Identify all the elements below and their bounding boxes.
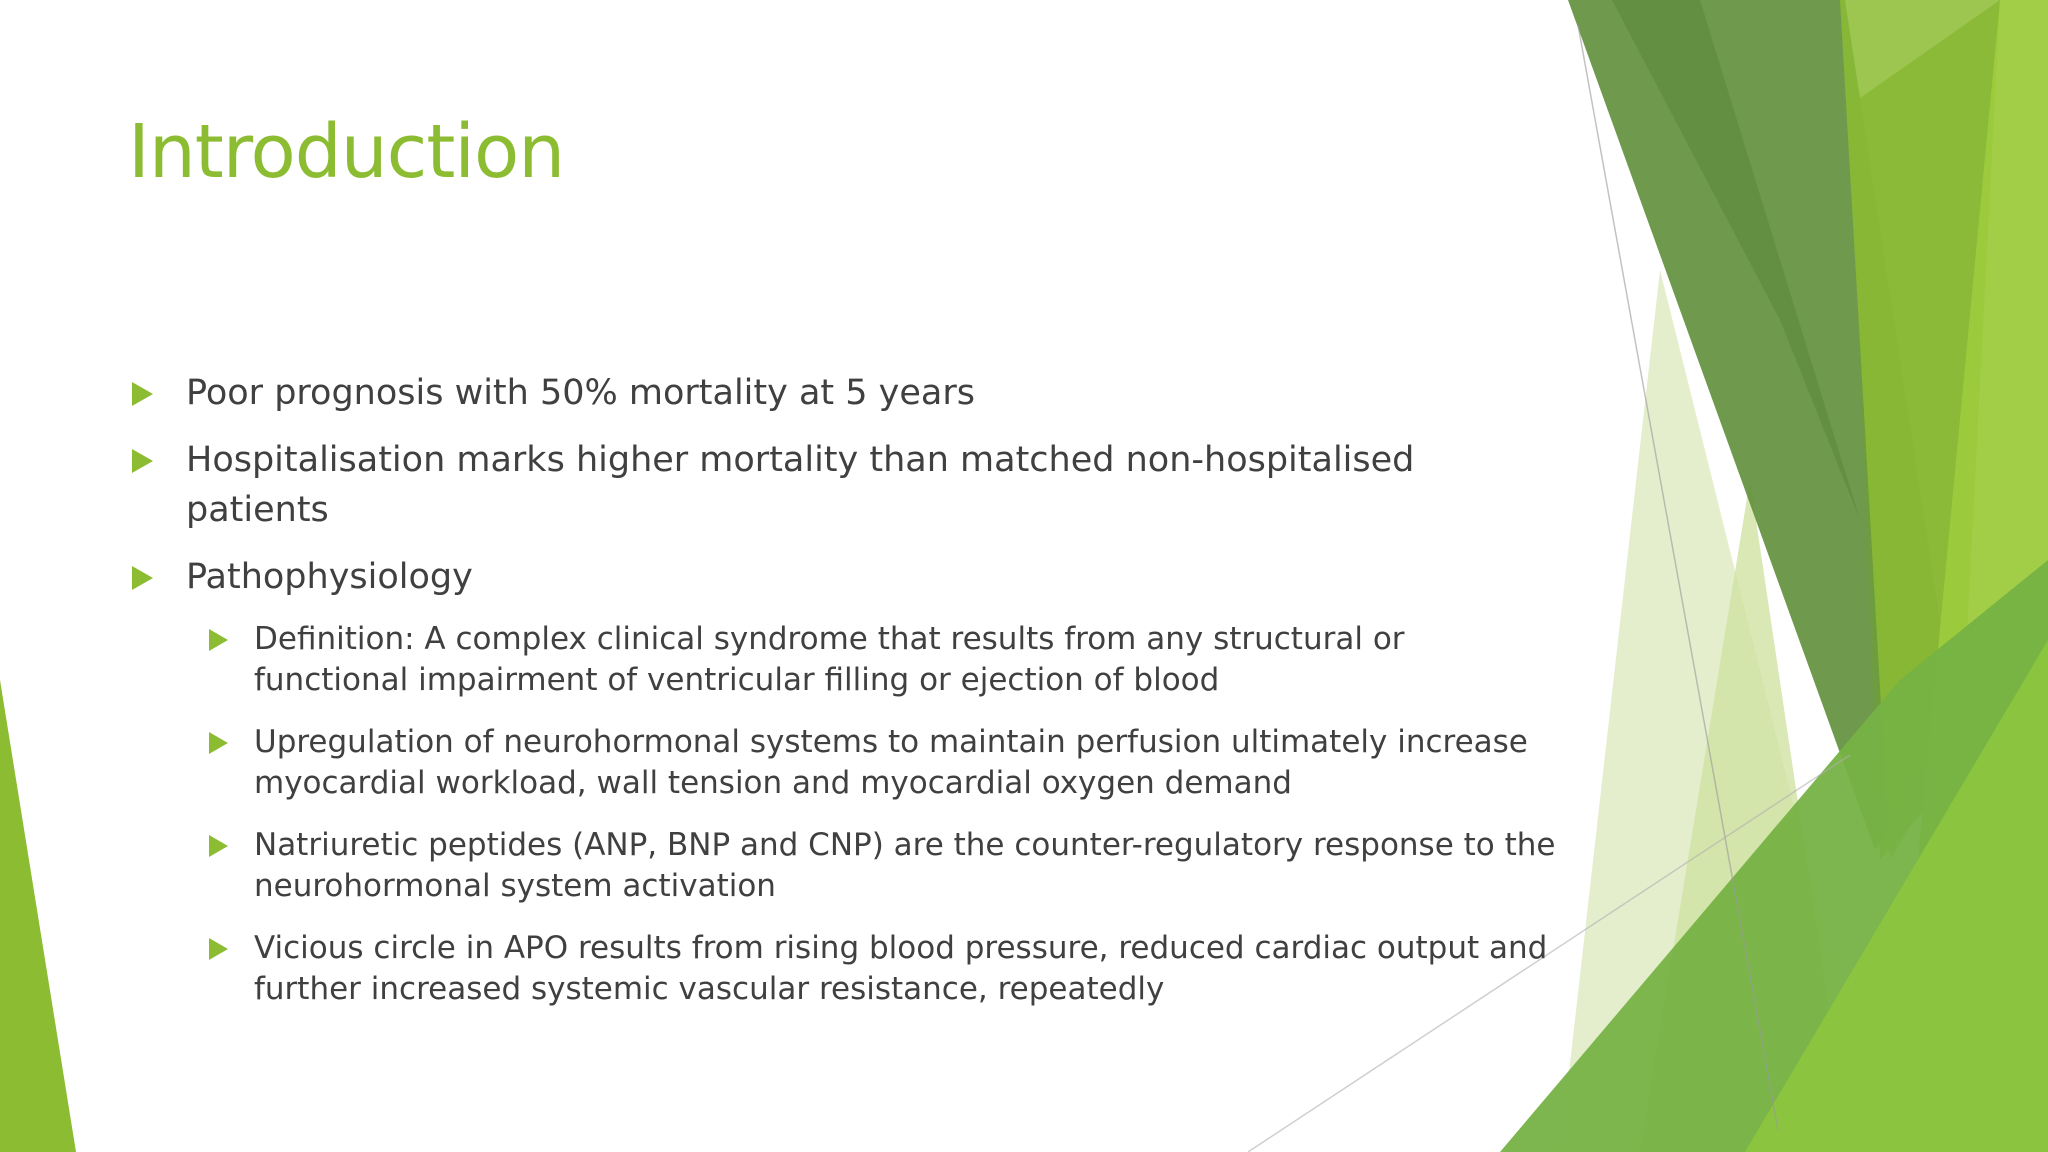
sub-bullet-text: Natriuretic peptides (ANP, BNP and CNP) are the counter-regulatory response to the neurohormonal system activation: [254, 827, 1556, 904]
bullet-text: Hospitalisation marks higher mortality than matched non-hospitalised patients: [186, 440, 1415, 530]
sub-bullet-item: [204, 619, 1568, 701]
triangle-bullet-icon: [209, 629, 228, 651]
triangle-bullet-icon: [132, 449, 153, 473]
triangle-bullet-icon: [209, 835, 228, 857]
bullet-item: [128, 435, 1568, 535]
sub-bullet-item: [204, 825, 1568, 907]
sub-bullet-text: Definition: A complex clinical syndrome that results from any structural or functional impairment of ventricular filling or ejection of blood: [254, 621, 1405, 698]
triangle-bullet-icon: [132, 382, 153, 406]
sub-bullet-text: Vicious circle in APO results from rising blood pressure, reduced cardiac output and further increased systemic vascular resistance, repeatedly: [254, 930, 1548, 1007]
triangle-bullet-icon: [209, 732, 228, 754]
slide-title: Introduction: [128, 109, 565, 195]
bullet-list: [128, 368, 1568, 1031]
triangle-bullet-icon: [132, 566, 153, 590]
sub-bullet-item: [204, 928, 1568, 1010]
sub-bullet-item: [204, 722, 1568, 804]
bullet-item: [128, 368, 1568, 418]
bullet-text: Poor prognosis with 50% mortality at 5 years: [186, 373, 975, 413]
sub-bullet-text: Upregulation of neurohormonal systems to maintain perfusion ultimately increase myocardial workload, wall tension and myocardial oxygen demand: [254, 724, 1528, 801]
left-sliver: [0, 680, 76, 1152]
bullet-item: [128, 552, 1568, 602]
bullet-text: Pathophysiology: [186, 557, 473, 597]
triangle-bullet-icon: [209, 938, 228, 960]
